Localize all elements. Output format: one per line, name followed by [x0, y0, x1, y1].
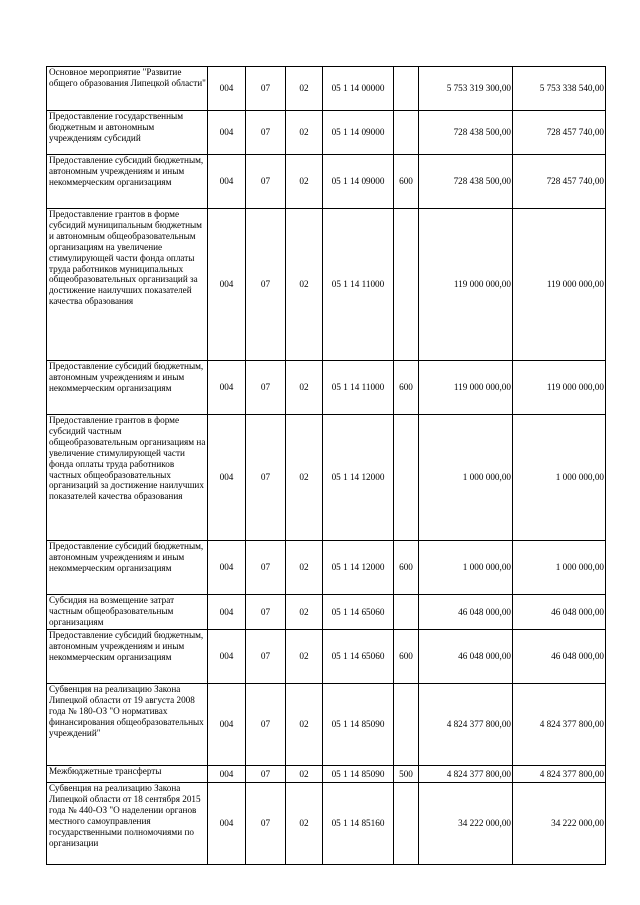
cell-section: 07	[246, 630, 286, 684]
cell-subsection: 02	[286, 155, 323, 209]
cell-sum-2: 46 048 000,00	[513, 630, 606, 684]
cell-sum-1: 728 438 500,00	[419, 111, 513, 155]
cell-sum-2: 4 824 377 800,00	[513, 684, 606, 766]
cell-expense-type	[394, 783, 419, 865]
cell-expense-type: 500	[394, 766, 419, 783]
cell-article: 05 1 14 12000	[323, 415, 394, 541]
table-row	[47, 361, 606, 415]
cell-article: 05 1 14 00000	[323, 67, 394, 111]
cell-expense-type	[394, 415, 419, 541]
cell-sum-2: 1 000 000,00	[513, 415, 606, 541]
cell-ministry: 004	[208, 684, 246, 766]
cell-expense-type	[394, 595, 419, 630]
cell-sum-1: 119 000 000,00	[419, 361, 513, 415]
cell-sum-1: 1 000 000,00	[419, 415, 513, 541]
cell-article: 05 1 14 09000	[323, 155, 394, 209]
cell-article: 05 1 14 65060	[323, 630, 394, 684]
table-row	[47, 541, 606, 595]
table-row	[47, 67, 606, 111]
cell-article: 05 1 14 11000	[323, 209, 394, 361]
cell-subsection: 02	[286, 415, 323, 541]
cell-name: Субсидия на возмещение затрат частным общеобразовательным организациям	[47, 595, 208, 630]
cell-sum-2: 46 048 000,00	[513, 595, 606, 630]
cell-sum-2: 34 222 000,00	[513, 783, 606, 865]
cell-section: 07	[246, 766, 286, 783]
cell-sum-2: 4 824 377 800,00	[513, 766, 606, 783]
cell-sum-1: 34 222 000,00	[419, 783, 513, 865]
cell-sum-2: 119 000 000,00	[513, 209, 606, 361]
cell-article: 05 1 14 12000	[323, 541, 394, 595]
cell-sum-1: 46 048 000,00	[419, 595, 513, 630]
table-row	[47, 595, 606, 630]
cell-expense-type: 600	[394, 630, 419, 684]
cell-ministry: 004	[208, 209, 246, 361]
cell-section: 07	[246, 783, 286, 865]
cell-name: Предоставление грантов в форме субсидий частным общеобразовательным организациям на увеличение стимулирующей части фонда оплаты труда работников частных общеобразовательных организаций за достижение наилучших показателей качества образования	[47, 415, 208, 541]
cell-subsection: 02	[286, 209, 323, 361]
table-row	[47, 766, 606, 783]
cell-name: Основное мероприятие "Развитие общего образования Липецкой области"	[47, 67, 208, 111]
cell-expense-type	[394, 684, 419, 766]
table-row	[47, 415, 606, 541]
cell-ministry: 004	[208, 595, 246, 630]
cell-subsection: 02	[286, 766, 323, 783]
cell-section: 07	[246, 209, 286, 361]
cell-expense-type: 600	[394, 361, 419, 415]
cell-sum-1: 1 000 000,00	[419, 541, 513, 595]
cell-subsection: 02	[286, 684, 323, 766]
cell-subsection: 02	[286, 630, 323, 684]
table-row	[47, 783, 606, 865]
cell-article: 05 1 14 85090	[323, 684, 394, 766]
cell-ministry: 004	[208, 541, 246, 595]
cell-expense-type	[394, 111, 419, 155]
table-row	[47, 111, 606, 155]
cell-sum-2: 119 000 000,00	[513, 361, 606, 415]
cell-name: Предоставление грантов в форме субсидий муниципальным бюджетным и автономным общеобразовательным организациям на увеличение стимулирующей части фонда оплаты труда работников муниципальных общеобразовательных организаций за достижение наилучших показателей качества образования	[47, 209, 208, 361]
cell-subsection: 02	[286, 67, 323, 111]
cell-section: 07	[246, 111, 286, 155]
cell-sum-2: 5 753 338 540,00	[513, 67, 606, 111]
cell-name: Субвенция на реализацию Закона Липецкой области от 18 сентября 2015 года № 440-ОЗ "О наделении органов местного самоуправления государственными полномочиями по организации	[47, 783, 208, 865]
table-row	[47, 209, 606, 361]
cell-section: 07	[246, 541, 286, 595]
cell-sum-1: 4 824 377 800,00	[419, 684, 513, 766]
cell-sum-1: 728 438 500,00	[419, 155, 513, 209]
table-row	[47, 630, 606, 684]
table-row	[47, 684, 606, 766]
cell-article: 05 1 14 09000	[323, 111, 394, 155]
cell-section: 07	[246, 684, 286, 766]
cell-sum-1: 119 000 000,00	[419, 209, 513, 361]
cell-ministry: 004	[208, 361, 246, 415]
cell-ministry: 004	[208, 155, 246, 209]
cell-sum-1: 5 753 319 300,00	[419, 67, 513, 111]
cell-name: Предоставление субсидий бюджетным, автономным учреждениям и иным некоммерческим организациям	[47, 541, 208, 595]
cell-sum-1: 46 048 000,00	[419, 630, 513, 684]
cell-name: Межбюджетные трансферты	[47, 766, 208, 783]
cell-section: 07	[246, 155, 286, 209]
cell-name: Предоставление субсидий бюджетным, автономным учреждениям и иным некоммерческим организациям	[47, 155, 208, 209]
cell-name: Предоставление государственным бюджетным и автономным учреждениям субсидий	[47, 111, 208, 155]
cell-ministry: 004	[208, 111, 246, 155]
cell-article: 05 1 14 65060	[323, 595, 394, 630]
cell-subsection: 02	[286, 783, 323, 865]
table-row	[47, 155, 606, 209]
cell-section: 07	[246, 361, 286, 415]
cell-sum-1: 4 824 377 800,00	[419, 766, 513, 783]
cell-ministry: 004	[208, 415, 246, 541]
cell-subsection: 02	[286, 111, 323, 155]
budget-table	[46, 66, 606, 865]
cell-expense-type	[394, 67, 419, 111]
cell-expense-type: 600	[394, 155, 419, 209]
cell-section: 07	[246, 595, 286, 630]
cell-ministry: 004	[208, 783, 246, 865]
cell-ministry: 004	[208, 630, 246, 684]
cell-sum-2: 728 457 740,00	[513, 111, 606, 155]
cell-article: 05 1 14 85090	[323, 766, 394, 783]
cell-name: Субвенция на реализацию Закона Липецкой области от 19 августа 2008 года № 180-ОЗ "О нормативах финансирования общеобразовательных учреждений"	[47, 684, 208, 766]
cell-ministry: 004	[208, 67, 246, 111]
cell-expense-type: 600	[394, 541, 419, 595]
cell-section: 07	[246, 67, 286, 111]
cell-expense-type	[394, 209, 419, 361]
cell-subsection: 02	[286, 361, 323, 415]
cell-subsection: 02	[286, 595, 323, 630]
cell-article: 05 1 14 85160	[323, 783, 394, 865]
cell-subsection: 02	[286, 541, 323, 595]
cell-ministry: 004	[208, 766, 246, 783]
cell-section: 07	[246, 415, 286, 541]
cell-article: 05 1 14 11000	[323, 361, 394, 415]
cell-sum-2: 1 000 000,00	[513, 541, 606, 595]
cell-sum-2: 728 457 740,00	[513, 155, 606, 209]
cell-name: Предоставление субсидий бюджетным, автономным учреждениям и иным некоммерческим организациям	[47, 361, 208, 415]
cell-name: Предоставление субсидий бюджетным, автономным учреждениям и иным некоммерческим организациям	[47, 630, 208, 684]
